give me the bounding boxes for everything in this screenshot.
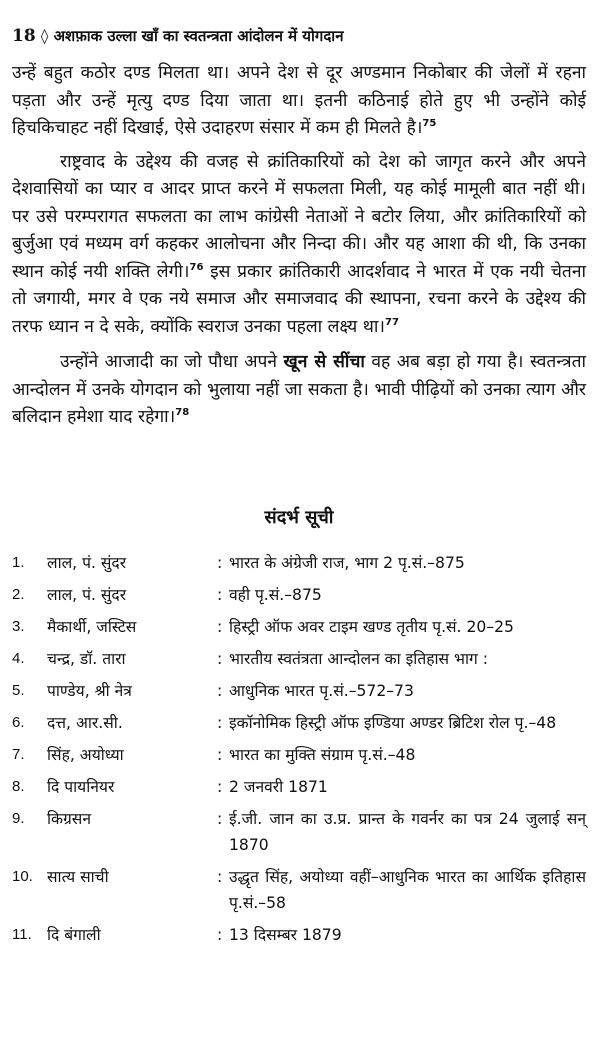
reference-work: 2 जनवरी 1871 <box>229 777 328 796</box>
reference-separator: : <box>217 681 223 700</box>
references-list <box>12 550 586 948</box>
reference-work: इकॉनोमिक हिस्ट्री ऑफ इण्डिया अण्डर ब्रिटिश रोल पृ.–48 <box>229 713 557 732</box>
reference-author: किग्रसन <box>47 809 92 828</box>
reference-number: 7. <box>12 745 25 763</box>
reference-number: 2. <box>12 585 25 603</box>
reference-author: दत्त, आर.सी. <box>47 713 123 732</box>
footnote-ref-78: 78 <box>175 407 190 419</box>
reference-item <box>12 614 586 640</box>
reference-number: 6. <box>12 713 25 731</box>
running-header-title: अशफ़ाक उल्ला खाँ का स्वतन्त्रता आंदोलन में योगदान <box>53 27 344 45</box>
reference-work: भारत के अंग्रेजी राज, भाग 2 पृ.सं.–875 <box>229 553 465 572</box>
reference-number: 3. <box>12 617 25 635</box>
paragraph-2-text-part2: इस प्रकार क्रांतिकारी आदर्शवाद ने भारत में एक नयी चेतना तो जगायी, मगर वे एक नये समाज और समाजवाद की स्थापना, रचना करने के उद्देश्य की तरफ ध्यान न दे सके, क्योंकि स्वराज उनका पहला लक्ष्य था। <box>12 261 586 337</box>
reference-author: पाण्डेय, श्री नेत्र <box>47 681 132 700</box>
reference-separator: : <box>217 649 223 668</box>
paragraph-2 <box>12 149 586 342</box>
reference-number: 11. <box>12 925 32 943</box>
reference-item <box>12 678 586 704</box>
reference-work: ई.जी. जान का उ.प्र. प्रान्त के गवर्नर का पत्र 24 जुलाई सन् 1870 <box>229 809 586 854</box>
reference-item <box>12 582 586 608</box>
reference-work: भारत का मुक्ति संग्राम पृ.सं.–48 <box>229 745 416 764</box>
reference-item <box>12 646 586 672</box>
reference-separator: : <box>217 585 223 604</box>
reference-work: भारतीय स्वतंत्रता आन्दोलन का इतिहास भाग : <box>229 649 489 668</box>
footnote-ref-77: 77 <box>385 316 399 328</box>
reference-separator: : <box>217 745 223 764</box>
reference-separator: : <box>217 809 223 828</box>
reference-separator: : <box>217 777 223 796</box>
reference-author: दि पायनियर <box>47 777 115 796</box>
reference-number: 8. <box>12 777 25 795</box>
reference-author: लाल, पं. सुंदर <box>47 553 127 572</box>
reference-author: सिंह, अयोध्या <box>47 745 124 764</box>
reference-item <box>12 806 586 858</box>
reference-number: 10. <box>12 867 33 885</box>
reference-number: 1. <box>12 553 25 571</box>
reference-item <box>12 922 586 948</box>
reference-separator: : <box>217 925 223 944</box>
reference-item <box>12 864 586 916</box>
reference-work: वही पृ.सं.–875 <box>229 585 322 604</box>
reference-number: 9. <box>12 809 25 827</box>
footnote-ref-76: 76 <box>189 261 204 273</box>
reference-work: 13 दिसम्बर 1879 <box>229 925 342 944</box>
reference-number: 5. <box>12 681 25 699</box>
page-number: 18 <box>12 26 36 46</box>
reference-author: लाल, पं. सुंदर <box>47 585 127 604</box>
reference-work: उद्धृत सिंह, अयोध्या वहीं–आधुनिक भारत का आर्थिक इतिहास पृ.सं.–58 <box>229 867 586 912</box>
paragraph-3-bold-phrase: खून से सींचा <box>283 352 365 372</box>
reference-number: 4. <box>12 649 25 667</box>
reference-author: दि बंगाली <box>47 925 101 944</box>
reference-author: सात्य साची <box>47 867 109 886</box>
reference-work: आधुनिक भारत पृ.सं.–572–73 <box>229 681 414 700</box>
reference-work: हिस्ट्री ऑफ अवर टाइम खण्ड तृतीय पृ.सं. 20–25 <box>229 617 514 636</box>
paragraph-1 <box>12 60 586 143</box>
paragraph-3-text-before: उन्होंने आजादी का जो पौधा अपने <box>60 352 284 372</box>
paragraph-3-text-after: वह अब बड़ा हो गया है। स्वतन्त्रता आन्दोलन में उनके योगदान को भुलाया नहीं जा सकता है। भावी पीढ़ियों को उनका त्याग और बलिदान हमेशा याद रहेगा। <box>12 352 586 427</box>
header-separator-icon: ◊ <box>40 27 49 45</box>
reference-item <box>12 742 586 768</box>
reference-item <box>12 774 586 800</box>
footnote-ref-75: 75 <box>422 118 437 130</box>
reference-separator: : <box>217 713 223 732</box>
reference-item <box>12 550 586 576</box>
references-heading: संदर्भ सूची <box>264 506 334 528</box>
reference-item <box>12 710 586 736</box>
paragraph-1-text: उन्हें बहुत कठोर दण्ड मिलता था। अपने देश से दूर अण्डमान निकोबार की जेलों में रहना पड़ता और उन्हें मृत्यु दण्ड दिया जाता था। इतनी कठिनाई होते हुए भी उन्होंने कोई हिचकिचाहट नहीं दिखाई, ऐसे उदाहरण संसार में कम ही मिलते है। <box>12 63 586 138</box>
reference-author: मैकार्थी, जस्टिस <box>47 617 137 636</box>
paragraph-3 <box>12 349 586 432</box>
reference-separator: : <box>217 617 223 636</box>
paragraph-2-text-part1: राष्ट्रवाद के उद्देश्य की वजह से क्रांतिकारियों को देश को जागृत करने और अपने देशवासियों का प्यार व आदर प्राप्त करने में सफलता मिली, यह कोई मामूली बात नहीं थी। पर उसे परम्परागत सफलता का लाभ कांग्रेसी नेताओं ने बटोर लिया, और क्रांतिकारियों को बुर्जुआ एवं मध्यम वर्ग कहकर आलोचना और निन्दा की। और यह आशा की थी, कि उनका स्थान कोई नयी शक्ति लेगी। <box>12 151 586 282</box>
reference-author: चन्द्र, डॉ. तारा <box>47 649 126 668</box>
reference-separator: : <box>217 867 223 886</box>
reference-separator: : <box>217 553 223 572</box>
running-header <box>12 26 586 46</box>
